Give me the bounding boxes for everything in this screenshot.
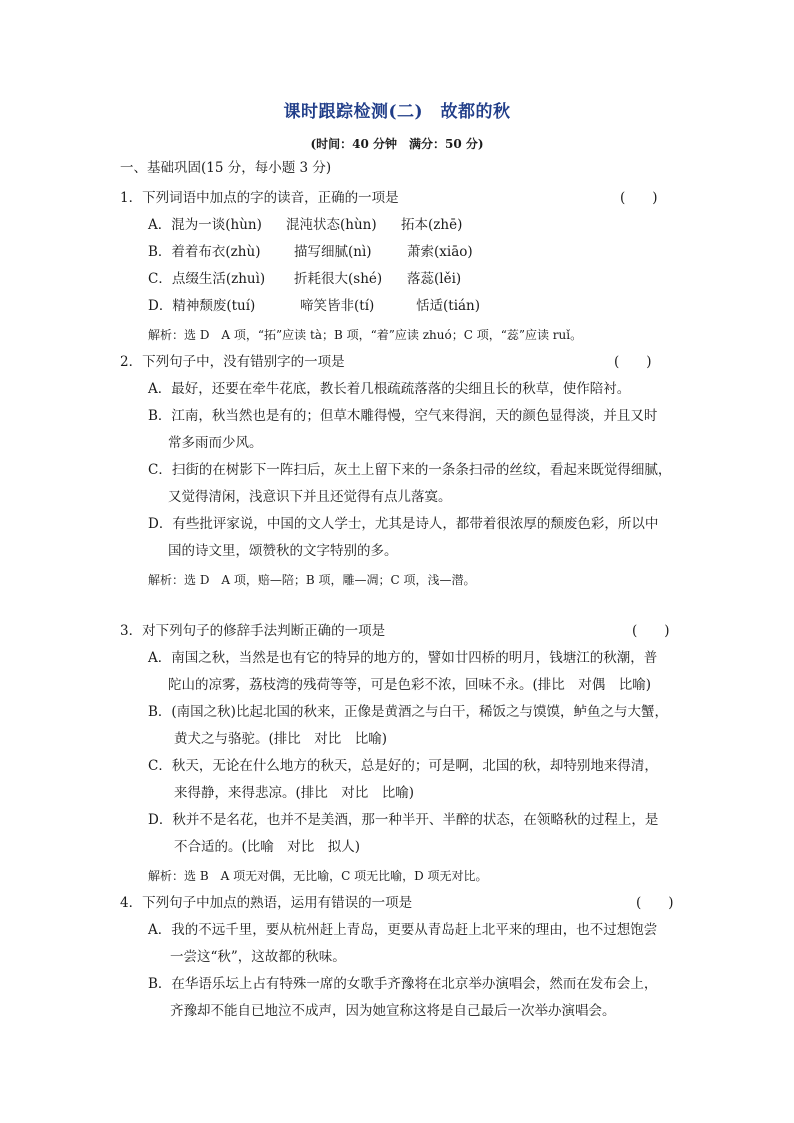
q1-option-d <box>148 296 480 316</box>
q3-option-c-line2: 来得静，来得悲凉。(排比 对比 比喻) <box>174 785 415 801</box>
exam-info: (时间：40 分钟 满分：50 分) <box>310 137 484 151</box>
q2-answer-blank: ( ) <box>614 354 652 370</box>
q4-option-b-line1: B．在华语乐坛上占有特殊一席的女歌手齐豫将在北京举办演唱会，然而在发布会上， <box>148 976 658 992</box>
q1-d-item-3: 恬适(tián) <box>416 298 481 314</box>
q4-option-a-line1: A．我的不远千里，要从杭州赶上青岛，更要从青岛赶上北平来的理由，也不过想饱尝 <box>148 922 658 938</box>
q1-c-item-1: C．点缀生活(zhuì) <box>148 271 266 287</box>
q4-option-b-line2: 齐豫却不能自已地泣不成声，因为她宣称这将是自己最后一次举办演唱会。 <box>170 1003 616 1019</box>
q2-stem: 2．下列句子中，没有错别字的一项是 <box>120 354 345 370</box>
q1-d-item-2: 啼笑皆非(tí) <box>300 298 375 314</box>
q1-a-item-2: 混沌状态(hùn) <box>286 217 377 233</box>
q1-option-c <box>148 269 461 289</box>
q3-option-d-line1: D．秋并不是名花，也并不是美酒，那一种半开、半醉的状态，在领略秋的过程上，是 <box>148 812 659 828</box>
q2-option-b-line2: 常多雨而少风。 <box>168 435 263 451</box>
q2-option-a: A．最好，还要在牵牛花底，教长着几根疏疏落落的尖细且长的秋草，使作陪衬。 <box>148 381 631 397</box>
q1-answer-blank: ( ) <box>620 190 658 206</box>
q1-option-a <box>148 215 462 235</box>
q1-a-item-1: A．混为一谈(hùn) <box>148 217 262 233</box>
q2-option-b-line1: B．江南，秋当然也是有的；但草木雕得慢，空气来得润，天的颜色显得淡，并且又时 <box>148 408 658 424</box>
q2-option-d-line2: 国的诗文里，颂赞秋的文字特别的多。 <box>168 543 398 559</box>
q2-option-d-line1: D．有些批评家说，中国的文人学士，尤其是诗人，都带着很浓厚的颓废色彩，所以中 <box>148 516 659 532</box>
q1-d-item-1: D．精神颓废(tuí) <box>148 298 256 314</box>
q2-option-c-line2: 又觉得清闲，浅意识下并且还觉得有点儿落寞。 <box>168 489 452 505</box>
q4-option-a-line2: 一尝这“秋”，这故都的秋味。 <box>170 949 346 965</box>
q2-option-c-line1: C．扫街的在树影下一阵扫后，灰土上留下来的一条条扫帚的丝纹，看起来既觉得细腻， <box>148 462 672 478</box>
q3-stem: 3．对下列句子的修辞手法判断正确的一项是 <box>120 623 386 639</box>
q3-option-b-line1: B．(南国之秋)比起北国的秋来，正像是黄酒之与白干，稀饭之与馍馍，鲈鱼之与大蟹， <box>148 704 668 720</box>
q1-stem: 1．下列词语中加点的字的读音，正确的一项是 <box>120 190 399 206</box>
q3-option-d-line2: 不合适的。(比喻 对比 拟人) <box>174 839 361 855</box>
q1-option-b <box>148 242 473 262</box>
q1-b-item-1: B．着着布衣(zhù) <box>148 244 261 260</box>
q1-a-item-3: 拓本(zhē) <box>401 217 463 233</box>
q3-answer-blank: ( ) <box>632 623 670 639</box>
q3-option-b-line2: 黄犬之与骆驼。(排比 对比 比喻) <box>174 731 388 747</box>
q3-option-a-line1: A．南国之秋，当然是也有它的特异的地方的，譬如廿四桥的明月，钱塘江的秋潮，普 <box>148 650 658 666</box>
q4-stem: 4．下列句子中加点的熟语，运用有错误的一项是 <box>120 895 413 911</box>
q1-b-item-2: 描写细腻(nì) <box>294 244 372 260</box>
q3-option-c-line1: C．秋天，无论在什么地方的秋天，总是好的；可是啊，北国的秋，却特别地来得清， <box>148 758 658 774</box>
q3-option-a-line2: 陀山的凉雾，荔枝湾的残荷等等，可是色彩不浓，回味不永。(排比 对偶 比喻) <box>168 677 652 693</box>
q2-analysis: 解析：选 D A 项，赔—陪；B 项，雕—凋；C 项，浅—潜。 <box>148 573 476 587</box>
q4-answer-blank: ( ) <box>636 895 674 911</box>
section-heading: 一、基础巩固(15 分，每小题 3 分) <box>120 160 332 176</box>
q1-analysis: 解析：选 D A 项，“拓”应读 tà；B 项，“着”应读 zhuó；C 项，“蕊”应读 ruǐ。 <box>148 328 583 342</box>
q3-analysis: 解析：选 B A 项无对偶，无比喻，C 项无比喻，D 项无对比。 <box>148 869 488 883</box>
q1-c-item-2: 折耗很大(shé) <box>294 271 383 287</box>
q1-b-item-3: 萧索(xiāo) <box>407 244 473 260</box>
page-title: 课时跟踪检测(二) 故都的秋 <box>283 102 511 122</box>
q1-c-item-3: 落蕊(lěi) <box>407 271 462 287</box>
